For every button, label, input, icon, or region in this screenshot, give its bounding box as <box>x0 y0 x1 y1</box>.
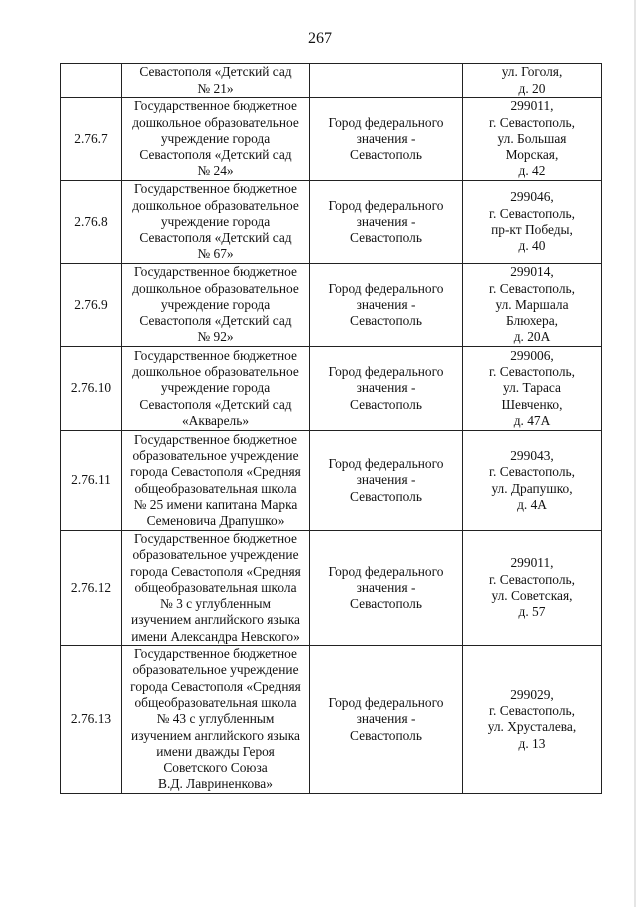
cell-text-line: г. Севастополь, <box>489 703 575 719</box>
cell-text-line: ул. Гоголя, <box>501 64 563 80</box>
region-cell <box>310 98 463 181</box>
institution-name-cell <box>122 64 310 98</box>
institution-name-cell <box>122 347 310 431</box>
cell-text-line: значения - <box>356 579 416 595</box>
cell-text-line: значения - <box>356 380 416 396</box>
cell-text-line: «Акварель» <box>181 412 250 428</box>
cell-text-line: г. Севастополь, <box>489 114 575 130</box>
cell-text-line: д. 47А <box>513 412 551 428</box>
address-cell <box>463 431 602 531</box>
cell-text-line: 299046, <box>510 189 554 205</box>
cell-text-line: учреждение города <box>160 296 271 312</box>
cell-text-line: изучением английского языка <box>131 612 300 628</box>
cell-text-line: Город федерального <box>328 694 444 710</box>
row-number-cell: 2.76.10 <box>61 347 122 431</box>
cell-text-line: Город федерального <box>328 197 444 213</box>
institution-name-cell <box>122 531 310 646</box>
cell-text-line: Советского Союза <box>163 760 268 776</box>
cell-text-line: Семеновича Драпушко» <box>146 513 285 529</box>
cell-text-line: Севастополь <box>350 230 422 246</box>
cell-text-line: № 25 имени капитана Марка <box>133 496 298 512</box>
institution-name-cell <box>122 264 310 347</box>
cell-text-line: д. 4А <box>517 496 547 512</box>
cell-text-line: Блюхера, <box>506 313 558 329</box>
cell-text-line: ул. Драпушко, <box>491 480 573 496</box>
cell-text-line: Шевченко, <box>501 396 563 412</box>
scan-edge <box>634 0 636 907</box>
region-cell <box>310 181 463 264</box>
cell-text-line: общеобразовательная школа <box>134 480 297 496</box>
cell-text-line: Севастополя «Детский сад <box>139 313 292 329</box>
cell-text-line: учреждение города <box>160 213 271 229</box>
cell-text-line: Государственное бюджетное <box>134 431 297 447</box>
cell-text-line: 299011, <box>510 555 554 571</box>
cell-text-line: г. Севастополь, <box>489 571 575 587</box>
cell-text-line: Государственное бюджетное <box>134 181 297 197</box>
region-cell <box>310 431 463 531</box>
page-number: 267 <box>308 30 332 47</box>
cell-text-line: значения - <box>356 711 416 727</box>
table-row <box>61 181 602 264</box>
cell-text-line: д. 20 <box>518 80 546 96</box>
region-cell <box>310 646 463 794</box>
cell-text-line: д. 42 <box>518 163 546 179</box>
table-row <box>61 531 602 646</box>
row-number-cell: 2.76.13 <box>61 646 122 794</box>
cell-text-line: ул. Большая <box>497 130 567 146</box>
address-cell <box>463 347 602 431</box>
cell-text-line: общеобразовательная школа <box>134 694 297 710</box>
table-row <box>61 98 602 181</box>
cell-text-line: Севастополь <box>350 313 422 329</box>
cell-text-line: образовательное учреждение <box>132 662 299 678</box>
cell-text-line: дошкольное образовательное <box>132 114 299 130</box>
address-cell <box>463 646 602 794</box>
institution-name-cell <box>122 431 310 531</box>
cell-text-line: изучением английского языка <box>131 727 300 743</box>
cell-text-line: № 21» <box>197 80 234 96</box>
cell-text-line: имени дважды Героя <box>156 743 275 759</box>
cell-text-line: № 3 с углубленным <box>159 596 272 612</box>
cell-text-line: В.Д. Лавриненкова» <box>158 776 273 792</box>
cell-text-line: значения - <box>356 130 416 146</box>
address-cell <box>463 181 602 264</box>
cell-text-line: д. 20А <box>513 329 551 345</box>
cell-text-line: Севастополь <box>350 596 422 612</box>
cell-text-line: Город федерального <box>328 563 444 579</box>
cell-text-line: д. 57 <box>518 604 546 620</box>
cell-text-line: № 24» <box>197 163 234 179</box>
cell-text-line: Город федерального <box>328 364 444 380</box>
cell-text-line: г. Севастополь, <box>489 464 575 480</box>
cell-text-line: пр-кт Победы, <box>491 222 573 237</box>
cell-text-line: 299043, <box>510 447 554 463</box>
cell-text-line: Морская, <box>505 147 559 163</box>
cell-text-line: образовательное учреждение <box>132 547 299 563</box>
cell-text-line: д. 40 <box>518 238 546 254</box>
cell-text-line: Севастополя «Детский сад <box>139 230 292 246</box>
region-cell <box>310 64 463 98</box>
cell-text-line: Севастополь <box>350 396 422 412</box>
row-number-cell: 2.76.7 <box>61 98 122 181</box>
row-number-cell: 2.76.11 <box>61 431 122 531</box>
table-row <box>61 347 602 431</box>
cell-text-line: ул. Советская, <box>491 588 573 604</box>
cell-text-line: города Севастополя «Средняя <box>130 678 301 694</box>
cell-text-line: имени Александра Невского» <box>131 628 300 644</box>
cell-text-line: ул. Маршала <box>495 296 569 312</box>
row-number-cell: 2.76.9 <box>61 264 122 347</box>
cell-text-line: г. Севастополь, <box>489 205 575 221</box>
cell-text-line: дошкольное образовательное <box>132 280 299 296</box>
cell-text-line: ул. Хрусталева, <box>487 719 577 735</box>
cell-text-line: 299014, <box>510 264 554 280</box>
cell-text-line: 299011, <box>510 98 554 114</box>
cell-text-line: Севастополь <box>350 147 422 163</box>
cell-text-line: общеобразовательная школа <box>134 579 297 595</box>
region-cell <box>310 531 463 646</box>
cell-text-line: значения - <box>356 296 416 312</box>
cell-text-line: города Севастополя «Средняя <box>130 563 301 579</box>
institution-name-cell <box>122 646 310 794</box>
table-row <box>61 264 602 347</box>
cell-text-line: Севастополь <box>350 727 422 743</box>
cell-text-line: ул. Тараса <box>503 380 561 396</box>
cell-text-line: дошкольное образовательное <box>132 364 299 380</box>
cell-text-line: Город федерального <box>328 280 444 296</box>
institution-name-cell <box>122 181 310 264</box>
cell-text-line: Севастополя «Детский сад <box>139 396 292 412</box>
cell-text-line: дошкольное образовательное <box>132 197 299 213</box>
table-row <box>61 646 602 794</box>
cell-text-line: Государственное бюджетное <box>134 98 297 114</box>
cell-text-line: образовательное учреждение <box>132 447 299 463</box>
cell-text-line: учреждение города <box>160 130 271 146</box>
cell-text-line: Государственное бюджетное <box>134 347 297 363</box>
cell-text-line: г. Севастополь, <box>489 364 575 380</box>
cell-text-line: города Севастополя «Средняя <box>130 464 301 480</box>
row-number-cell: 2.76.12 <box>61 531 122 646</box>
row-number-cell <box>61 64 122 98</box>
cell-text-line: 299006, <box>510 347 554 363</box>
cell-text-line: Севастополь <box>350 488 422 504</box>
cell-text-line: 299029, <box>510 686 554 702</box>
address-cell <box>463 531 602 646</box>
cell-text-line: значения - <box>356 472 416 488</box>
row-number-cell: 2.76.8 <box>61 181 122 264</box>
region-cell <box>310 347 463 431</box>
cell-text-line: учреждение города <box>160 380 271 396</box>
table-row <box>61 64 602 98</box>
cell-text-line: Государственное бюджетное <box>134 264 297 280</box>
cell-text-line: № 67» <box>197 246 234 262</box>
cell-text-line: № 43 с углубленным <box>156 711 275 727</box>
address-cell <box>463 64 602 98</box>
cell-text-line: Город федерального <box>328 114 444 130</box>
region-cell <box>310 264 463 347</box>
cell-text-line: № 92» <box>197 329 234 345</box>
address-cell <box>463 98 602 181</box>
institution-name-cell <box>122 98 310 181</box>
cell-text-line: Государственное бюджетное <box>134 646 297 662</box>
table-row <box>61 431 602 531</box>
cell-text-line: г. Севастополь, <box>489 280 575 296</box>
cell-text-line: Севастополя «Детский сад <box>139 64 292 80</box>
cell-text-line: Город федерального <box>328 456 444 472</box>
cell-text-line: д. 13 <box>518 735 546 751</box>
cell-text-line: Севастополя «Детский сад <box>139 147 292 163</box>
cell-text-line: значения - <box>356 213 416 229</box>
cell-text-line: Государственное бюджетное <box>134 531 297 546</box>
address-cell <box>463 264 602 347</box>
table-body <box>61 64 602 794</box>
institutions-table <box>60 63 602 794</box>
